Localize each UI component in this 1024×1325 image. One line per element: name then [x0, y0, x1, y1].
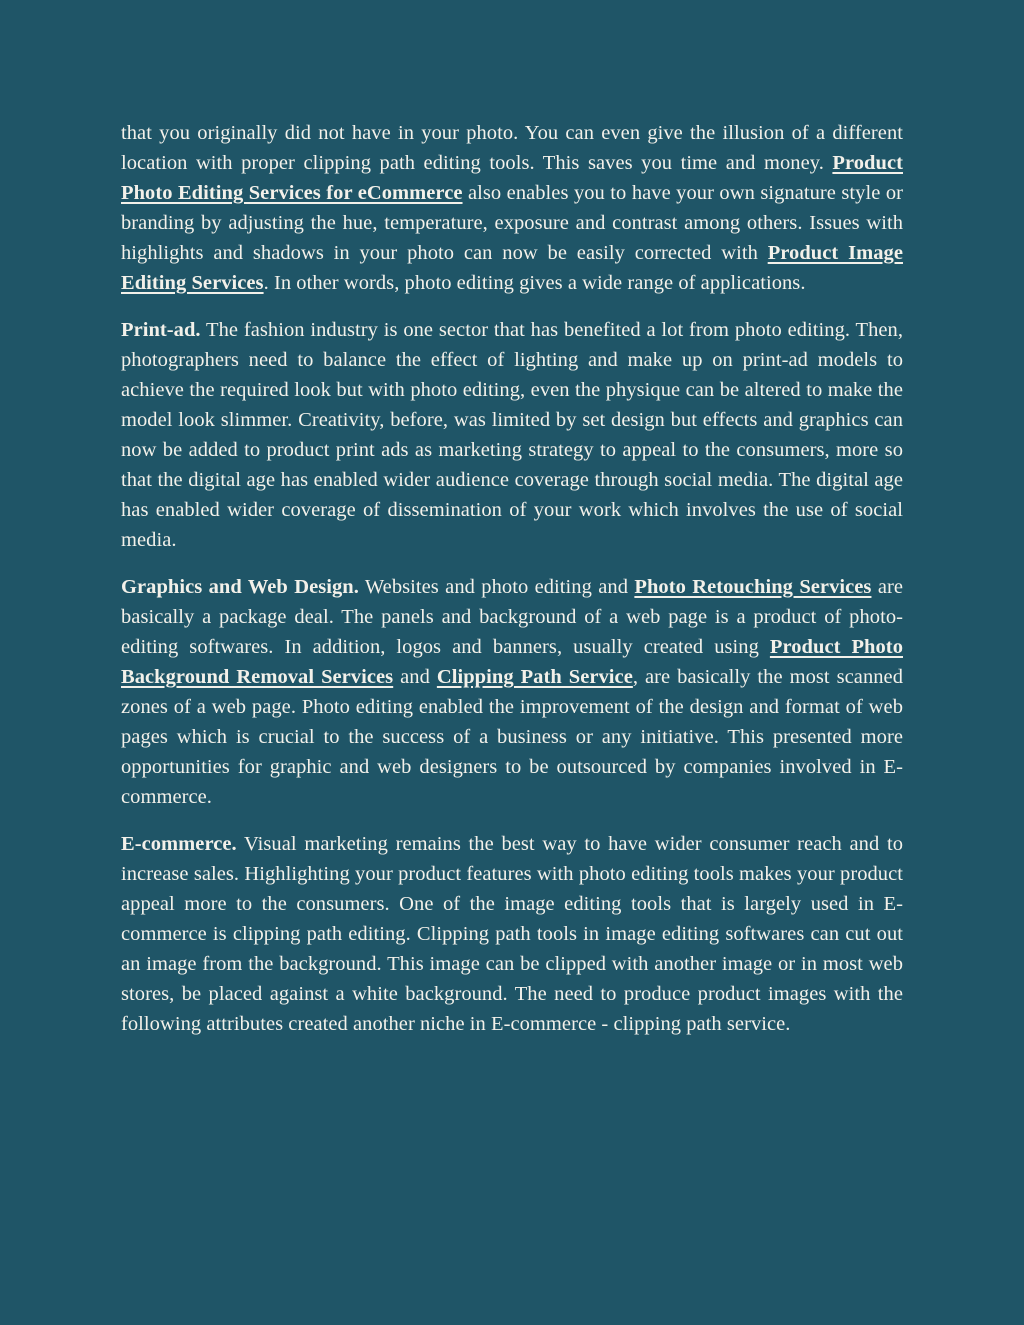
paragraph-e-commerce: [121, 829, 903, 1039]
paragraph-text: Websites and photo editing and: [358, 576, 635, 598]
link-product-photo-editing-ecommerce[interactable]: Product Photo Editing Services for eCommerce: [121, 152, 903, 204]
section-heading-print-ad: Print-ad.: [121, 319, 201, 341]
paragraph-print-ad: [121, 315, 903, 555]
paragraph-graphics-web-design: [121, 572, 903, 812]
link-background-removal[interactable]: Product Photo Background Removal Services: [121, 636, 903, 688]
paragraph-text: , are basically the most scanned zones of a web page. Photo editing enabled the improvement of the design and format of web pages which is crucial to the success of a business or any initiative. This presented more opportunities for graphic and web designers to be outsourced by companies involved in E-commerce.: [121, 666, 903, 808]
paragraph-applications: [121, 118, 903, 298]
paragraph-text: and: [393, 666, 437, 688]
paragraph-text: The fashion industry is one sector that has benefited a lot from photo editing. Then, photographers need to balance the effect of lighting and make up on print-ad models to achieve the required look but with photo editing, even the physique can be altered to make the model look slimmer. Creativity, before, was limited by set design but effects and graphics can now be added to product print ads as marketing strategy to appeal to the consumers, more so that the digital age has enabled wider audience coverage through social media. The digital age has enabled wider coverage of dissemination of your work which involves the use of social media.: [121, 319, 903, 551]
link-product-image-editing[interactable]: Product Image Editing Services: [121, 242, 903, 294]
section-heading-e-commerce: E-commerce.: [121, 833, 237, 855]
paragraph-text: Visual marketing remains the best way to have wider consumer reach and to increase sales. Highlighting your product features with photo editing tools makes your product appeal more to the consumers. One of the image editing tools that is largely used in E-commerce is clipping path editing. Clipping path tools in image editing softwares can cut out an image from the background. This image can be clipped with another image or in most web stores, be placed against a white background. The need to produce product images with the following attributes created another niche in E-commerce - clipping path service.: [121, 833, 903, 1035]
link-clipping-path-service[interactable]: Clipping Path Service: [436, 666, 633, 688]
document-body: [121, 118, 903, 1056]
paragraph-text: are basically a package deal. The panels and background of a web page is a product of photo-editing softwares. In addition, logos and banners, usually created using: [121, 576, 903, 658]
paragraph-text: . In other words, photo editing gives a wide range of applications.: [263, 272, 806, 294]
section-heading-graphics-web-design: Graphics and Web Design.: [121, 576, 359, 598]
paragraph-text: that you originally did not have in your photo. You can even give the illusion of a different location with proper clipping path editing tools. This saves you time and money.: [121, 122, 903, 174]
link-photo-retouching[interactable]: Photo Retouching Services: [634, 576, 872, 598]
paragraph-text: also enables you to have your own signature style or branding by adjusting the hue, temperature, exposure and contrast among others. Issues with highlights and shadows in your photo can now be easily corrected with: [121, 182, 903, 264]
